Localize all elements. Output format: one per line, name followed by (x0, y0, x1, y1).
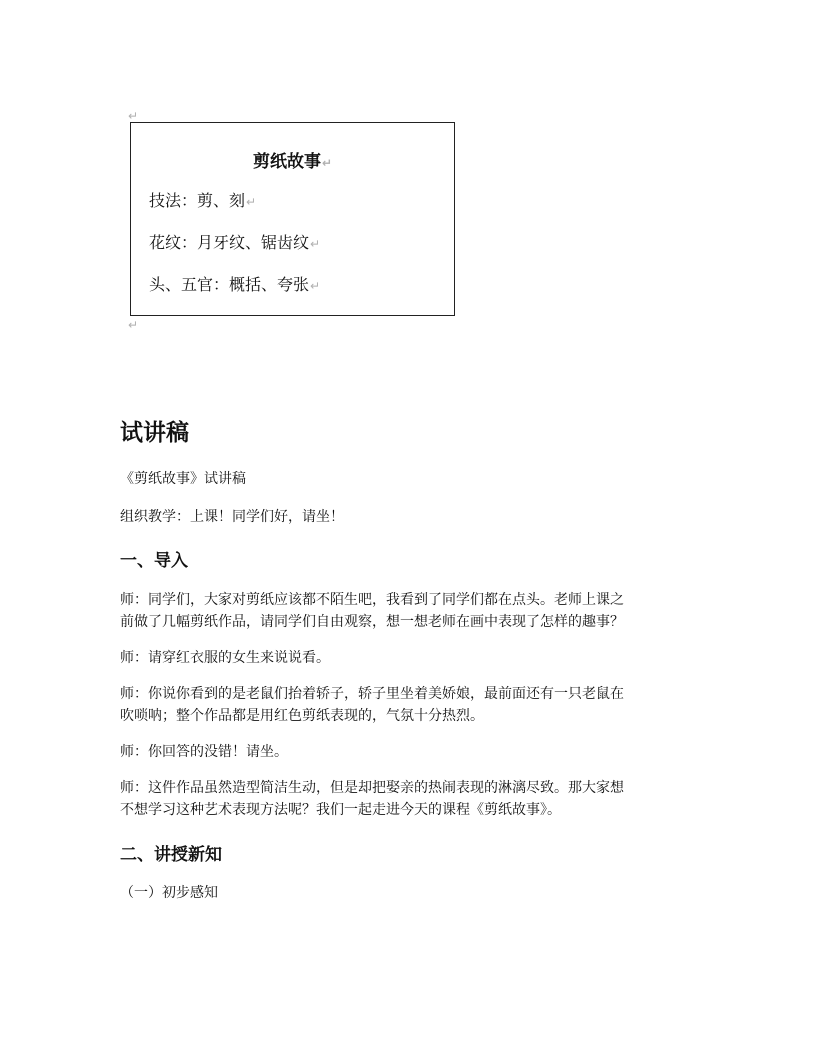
board-line-technique: 技法：剪、刻↵ (149, 191, 257, 210)
board-line-features: 头、五官：概括、夸张↵ (149, 275, 321, 294)
board-title: 剪纸故事↵ (252, 152, 333, 172)
paragraph: 师：你说你看到的是老鼠们抬着轿子，轿子里坐着美娇娘，最前面还有一只老鼠在 吹唢呐；整个作品都是用红色剪纸表现的，气氛十分热烈。 (120, 686, 624, 724)
subtitle: 《剪纸故事》试讲稿 (120, 471, 246, 487)
subsection-heading: （一）初步感知 (120, 885, 218, 901)
paragraph-mark: ↵ (128, 318, 139, 332)
organize-teaching: 组织教学：上课！同学们好，请坐！ (120, 509, 344, 525)
paragraph: 师：你回答的没错！请坐。 (120, 744, 288, 760)
paragraph: 师：这件作品虽然造型简洁生动，但是却把娶亲的热闹表现的淋漓尽致。那大家想 不想学习这种艺术表现方法呢？我们一起走进今天的课程《剪纸故事》。 (120, 780, 624, 818)
section-heading-new-knowledge: 二、讲授新知 (120, 845, 222, 865)
blackboard-design-box (130, 122, 455, 316)
page-heading: 试讲稿 (120, 420, 189, 446)
paragraph-mark: ↵ (128, 109, 139, 123)
paragraph: 师：同学们，大家对剪纸应该都不陌生吧，我看到了同学们都在点头。老师上课之 前做了几幅剪纸作品，请同学们自由观察，想一想老师在画中表现了怎样的趣事？ (120, 592, 624, 630)
board-line-pattern: 花纹：月牙纹、锯齿纹↵ (149, 233, 321, 252)
section-heading-intro: 一、导入 (120, 551, 188, 571)
paragraph: 师：请穿红衣服的女生来说说看。 (120, 650, 330, 666)
